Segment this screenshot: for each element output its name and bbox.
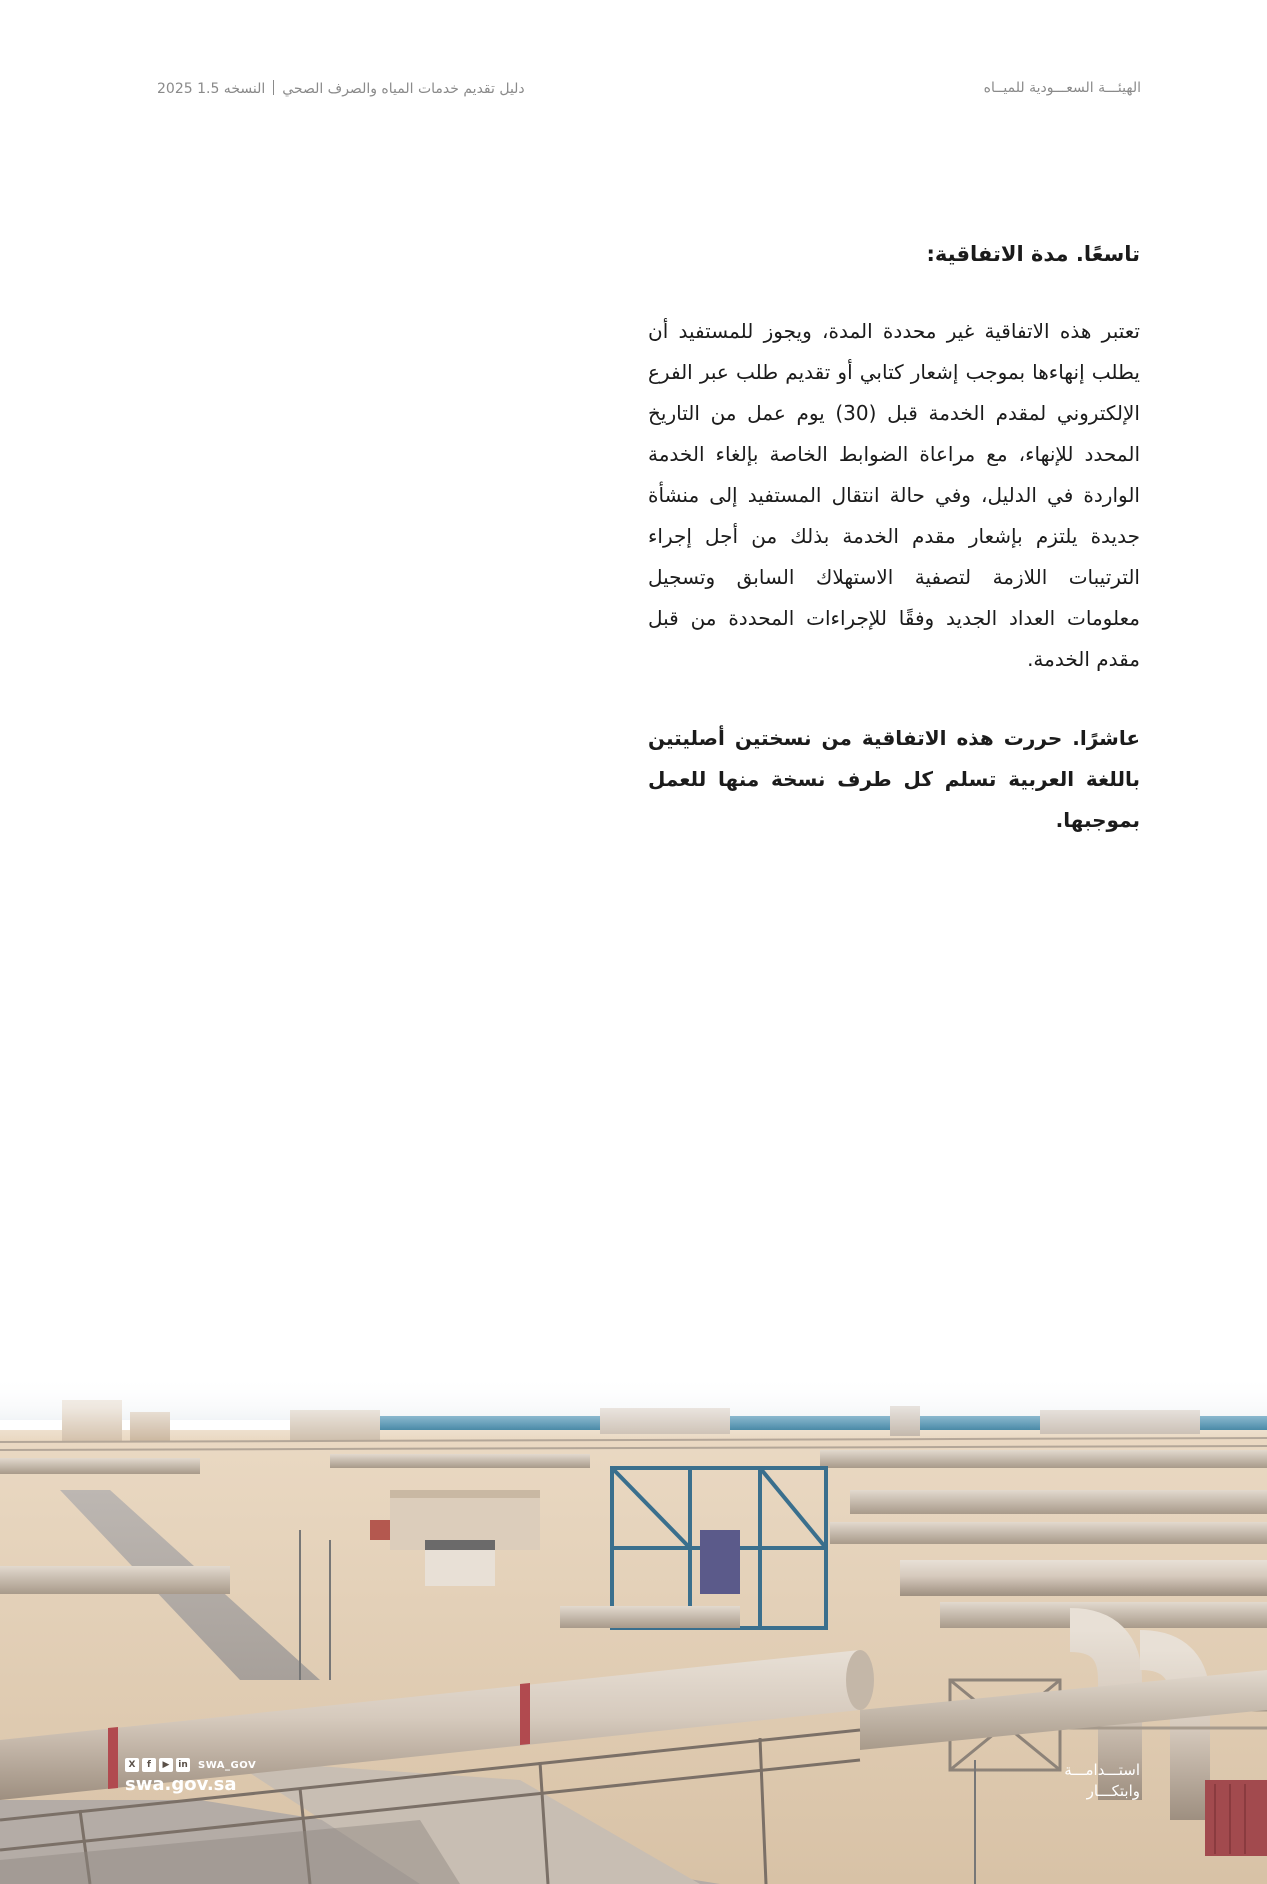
youtube-icon[interactable]: ▶ [159,1758,173,1772]
x-icon[interactable]: X [125,1758,139,1772]
slogan-line-2: وابتكـــار [1086,1782,1140,1800]
facebook-icon[interactable]: f [142,1758,156,1772]
header-document-info [157,80,525,97]
social-handle: SWA_GOV [198,1759,257,1771]
linkedin-icon[interactable]: in [176,1758,190,1772]
organization-name: الهيئـــة السعـــودية للميــاه [983,80,1141,96]
section-9-heading: تاسعًا. مدة الاتفاقية: [926,242,1140,266]
section-10-text: عاشرًا. حررت هذه الاتفاقية من نسختين أصليتين باللغة العربية تسلم كل طرف نسخة منها للعمل بموجبها. [648,726,1140,832]
section-9-body: تعتبر هذه الاتفاقية غير محددة المدة، ويجوز للمستفيد أن يطلب إنهاءها بموجب إشعار كتابي أو تقديم طلب عبر الفرع الإلكتروني لمقدم الخدمة قبل (30) يوم عمل من التاريخ المحدد للإنهاء، مع مراعاة الضوابط الخاصة بإلغاء الخدمة الواردة في الدليل، وفي حالة انتقال المستفيد إلى منشأة جديدة يلتزم بإشعار مقدم الخدمة بذلك من أجل إجراء الترتيبات اللازمة لتصفية الاستهلاك السابق وتسجيل معلومات العداد الجديد وفقًا للإجراءات المحددة من قبل مقدم الخدمة. [648,319,1140,671]
page-header [157,80,1141,102]
social-icons-row [125,1758,256,1772]
footer-slogan [1064,1760,1140,1802]
document-version: النسخه 1.5 2025 [157,81,266,97]
document-title: دليل تقديم خدمات المياه والصرف الصحي [282,81,525,97]
agreement-content [648,236,1140,841]
slogan-line-1: استـــدامـــة [1064,1761,1140,1779]
header-divider [273,80,274,95]
desalination-plant-photo [0,1380,1267,1884]
footer-social [125,1758,256,1795]
website-link[interactable]: swa.gov.sa [125,1774,237,1795]
